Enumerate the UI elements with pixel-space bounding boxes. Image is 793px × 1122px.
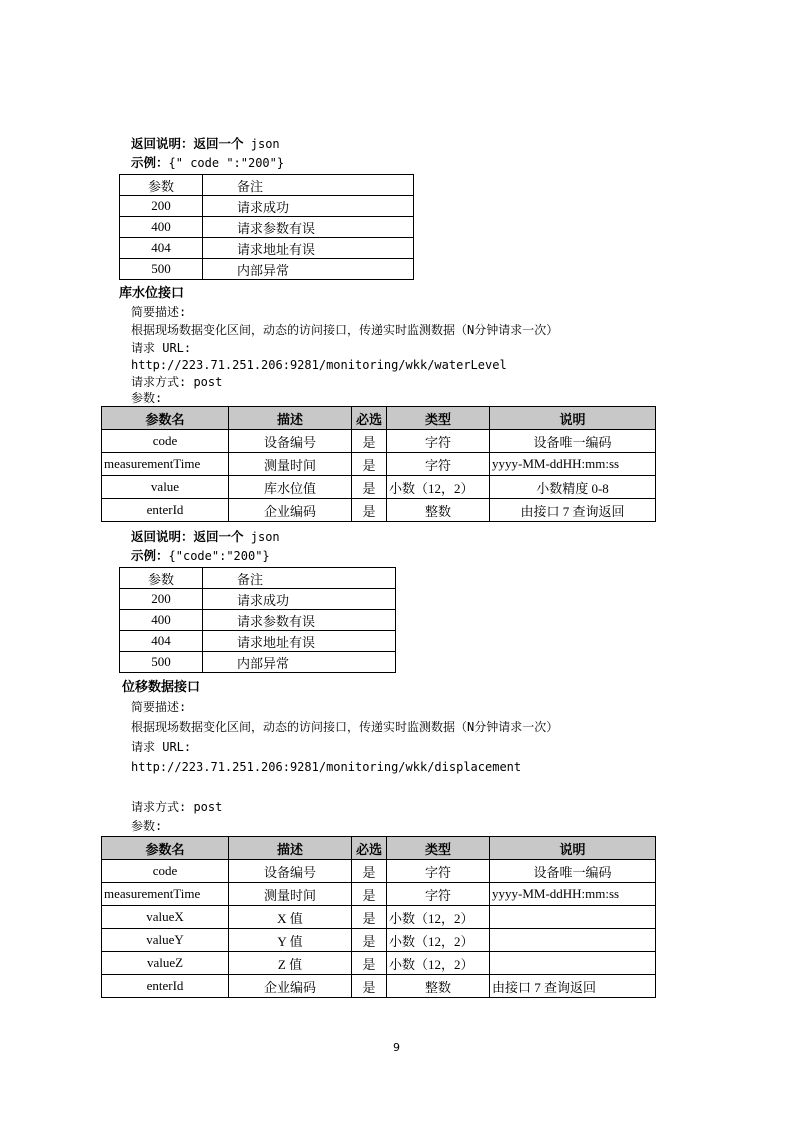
table-row <box>102 430 656 453</box>
brief-text: 根据现场数据变化区间，动态的访问接口，传递实时监测数据（N分钟请求一次） <box>131 720 559 734</box>
table-cell: 200 <box>120 589 203 610</box>
table-cell <box>490 952 656 975</box>
table-cell: 200 <box>120 196 203 217</box>
example-1: 示例：{" code ":"200"} <box>131 155 285 170</box>
table-cell: valueZ <box>102 952 229 975</box>
url-label: 请求 URL: <box>131 740 192 754</box>
example-2: 示例：{"code":"200"} <box>131 548 270 563</box>
header-cell: 备注 <box>203 175 414 196</box>
table-row <box>120 259 414 280</box>
brief-text: 根据现场数据变化区间，动态的访问接口，传递实时监测数据（N分钟请求一次） <box>131 323 559 337</box>
table-cell: yyyy-MM-ddHH:mm:ss <box>490 453 656 476</box>
return-codes-table-1 <box>119 174 414 280</box>
table-cell: 是 <box>352 906 387 929</box>
brief-label: 简要描述: <box>131 700 187 714</box>
table-cell: value <box>102 476 229 499</box>
table-header-row <box>120 568 396 589</box>
header-cell: 参数名 <box>102 407 229 430</box>
return-description-1: 返回说明：返回一个 json <box>131 136 280 151</box>
table-cell: 404 <box>120 238 203 259</box>
table-row <box>120 652 396 673</box>
table-cell: 测量时间 <box>229 883 352 906</box>
table-header-row <box>120 175 414 196</box>
table-cell: 小数（12，2） <box>387 476 490 499</box>
table-cell: 请求成功 <box>203 196 414 217</box>
params-table-water-level <box>101 406 656 522</box>
table-cell: yyyy-MM-ddHH:mm:ss <box>490 883 656 906</box>
table-cell: 请求地址有误 <box>203 238 414 259</box>
table-row <box>120 217 414 238</box>
table-cell: enterId <box>102 975 229 998</box>
table-cell: 企业编码 <box>229 975 352 998</box>
table-cell: 请求成功 <box>203 589 396 610</box>
table-cell: 字符 <box>387 883 490 906</box>
header-cell: 必选 <box>352 837 387 860</box>
table-row <box>102 952 656 975</box>
table-cell: 是 <box>352 499 387 522</box>
section-title-displacement: 位移数据接口 <box>122 680 201 695</box>
table-cell: 请求参数有误 <box>203 610 396 631</box>
table-row <box>120 238 414 259</box>
table-row <box>120 610 396 631</box>
table-cell: 整数 <box>387 975 490 998</box>
table-cell: 400 <box>120 610 203 631</box>
header-cell: 类型 <box>387 837 490 860</box>
table-row <box>120 196 414 217</box>
table-cell: 500 <box>120 259 203 280</box>
table-row <box>102 453 656 476</box>
table-cell: 库水位值 <box>229 476 352 499</box>
table-cell: 是 <box>352 476 387 499</box>
table-cell: valueY <box>102 929 229 952</box>
table-cell: 由接口 7 查询返回 <box>490 499 656 522</box>
table-cell: 请求参数有误 <box>203 217 414 238</box>
header-cell: 描述 <box>229 837 352 860</box>
table-row <box>102 476 656 499</box>
table-cell: 是 <box>352 952 387 975</box>
request-url: http://223.71.251.206:9281/monitoring/wkk/displacement <box>131 760 522 774</box>
table-cell: 小数（12，2） <box>387 952 490 975</box>
table-cell: code <box>102 860 229 883</box>
header-cell: 说明 <box>490 407 656 430</box>
header-cell: 说明 <box>490 837 656 860</box>
table-cell: 字符 <box>387 430 490 453</box>
table-row <box>102 929 656 952</box>
return-description-2: 返回说明：返回一个 json <box>131 529 280 544</box>
table-cell: X 值 <box>229 906 352 929</box>
table-cell: 请求地址有误 <box>203 631 396 652</box>
params-label: 参数: <box>131 391 163 405</box>
request-method: 请求方式: post <box>131 375 223 389</box>
table-cell: 是 <box>352 883 387 906</box>
table-cell: measurementTime <box>102 883 229 906</box>
table-cell: 小数（12，2） <box>387 929 490 952</box>
table-cell: 小数（12，2） <box>387 906 490 929</box>
table-cell: Z 值 <box>229 952 352 975</box>
header-cell: 类型 <box>387 407 490 430</box>
table-cell: 字符 <box>387 860 490 883</box>
params-label: 参数: <box>131 819 163 833</box>
table-header-row <box>102 837 656 860</box>
table-cell <box>490 906 656 929</box>
table-row <box>102 883 656 906</box>
table-cell: 404 <box>120 631 203 652</box>
table-cell: enterId <box>102 499 229 522</box>
table-row <box>102 906 656 929</box>
header-cell: 必选 <box>352 407 387 430</box>
table-cell: 整数 <box>387 499 490 522</box>
table-cell: 字符 <box>387 453 490 476</box>
table-cell: 设备唯一编码 <box>490 430 656 453</box>
table-cell: 设备唯一编码 <box>490 860 656 883</box>
request-method: 请求方式: post <box>131 800 223 814</box>
params-table-displacement <box>101 836 656 998</box>
table-row <box>120 631 396 652</box>
table-cell: 是 <box>352 453 387 476</box>
table-cell: 内部异常 <box>203 652 396 673</box>
table-row <box>102 975 656 998</box>
header-cell: 参数 <box>120 175 203 196</box>
table-cell: 企业编码 <box>229 499 352 522</box>
table-cell: code <box>102 430 229 453</box>
table-cell: Y 值 <box>229 929 352 952</box>
table-cell: 是 <box>352 430 387 453</box>
table-cell: 小数精度 0-8 <box>490 476 656 499</box>
header-cell: 描述 <box>229 407 352 430</box>
table-row <box>102 499 656 522</box>
header-cell: 备注 <box>203 568 396 589</box>
table-cell: 500 <box>120 652 203 673</box>
table-header-row <box>102 407 656 430</box>
table-cell: 400 <box>120 217 203 238</box>
table-cell: 测量时间 <box>229 453 352 476</box>
table-cell: valueX <box>102 906 229 929</box>
table-row <box>120 589 396 610</box>
table-cell: 是 <box>352 929 387 952</box>
section-title-water-level: 库水位接口 <box>119 286 185 301</box>
table-cell: 是 <box>352 860 387 883</box>
table-cell: 设备编号 <box>229 430 352 453</box>
table-cell: 内部异常 <box>203 259 414 280</box>
page-number: 9 <box>393 1041 400 1054</box>
table-cell <box>490 929 656 952</box>
table-cell: 是 <box>352 975 387 998</box>
header-cell: 参数 <box>120 568 203 589</box>
header-cell: 参数名 <box>102 837 229 860</box>
table-row <box>102 860 656 883</box>
table-cell: 设备编号 <box>229 860 352 883</box>
request-url: http://223.71.251.206:9281/monitoring/wkk/waterLevel <box>131 358 507 372</box>
table-cell: 由接口 7 查询返回 <box>490 975 656 998</box>
brief-label: 简要描述: <box>131 305 187 319</box>
url-label: 请求 URL: <box>131 341 192 355</box>
table-cell: measurementTime <box>102 453 229 476</box>
return-codes-table-2 <box>119 567 396 673</box>
